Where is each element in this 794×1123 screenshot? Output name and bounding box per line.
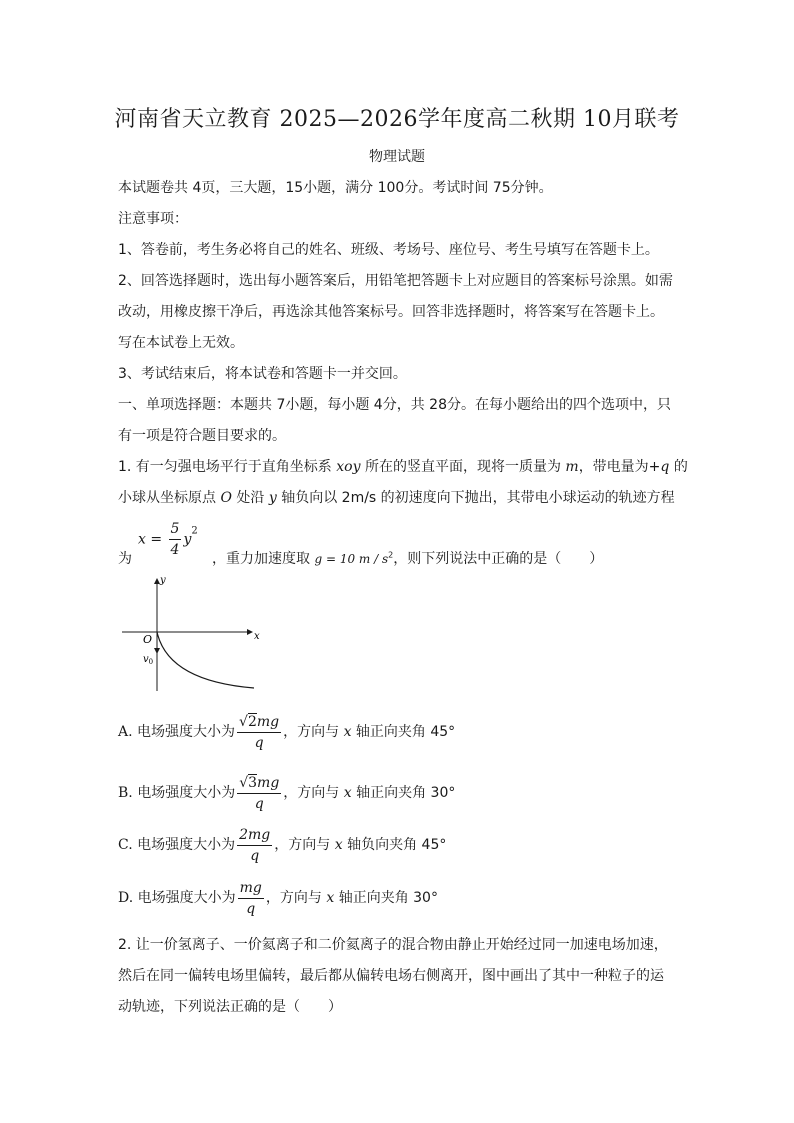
- notice-item: 1、答卷前，考生务必将自己的姓名、班级、考场号、座位号、考生号填写在答题卡上。: [118, 242, 659, 258]
- exam-title: 河南省天立教育 2025—2026学年度高二秋期 10月联考: [114, 107, 680, 132]
- x-axis-label: x: [254, 631, 260, 642]
- option-b[interactable]: B. 电场强度大小为 $\frac{√3mg}{q}$ ，方向与 x 轴正向夹角 30°: [118, 774, 456, 812]
- section-heading-cont: 有一项是符合题目要求的。: [118, 428, 286, 444]
- question-1-line-1: 1. 有一匀强电场平行于直角坐标系 xoy 所在的竖直平面，现将一质量为 m，带电量为+q 的: [118, 459, 688, 475]
- question-1-line-2: 小球从坐标原点 O 处沿 y 轴负向以 2m/s 的初速度向下抛出，其带电小球运动的轨迹方程: [118, 490, 675, 506]
- origin-label: O: [143, 633, 153, 646]
- notice-item: 改动，用橡皮擦干净后，再选涂其他答案标号。回答非选择题时，将答案写在答题卡上。: [118, 304, 664, 320]
- trajectory-curve: [157, 632, 254, 688]
- velocity-label: $v_0$: [143, 654, 154, 666]
- question-2-line-2: 然后在同一偏转电场里偏转，最后都从偏转电场右侧离开，图中画出了其中一种粒子的运: [118, 968, 664, 984]
- notice-heading: 注意事项：: [118, 211, 188, 227]
- question-2-line-3: 动轨迹，下列说法正确的是（ ）: [118, 999, 342, 1015]
- section-heading: 一、单项选择题：本题共 7小题，每小题 4分，共 28分。在每小题给出的四个选项中，只: [118, 397, 671, 413]
- exam-subtitle: 物理试题: [369, 149, 425, 165]
- notice-item: 2、回答选择题时，选出每小题答案后，用铅笔把答题卡上对应题目的答案标号涂黑。如需: [118, 273, 673, 289]
- question-2-line-1: 2. 让一价氢离子、一价氦离子和二价氦离子的混合物由静止开始经过同一加速电场加速，: [118, 937, 668, 953]
- gravity-expression: g = 10 m / s: [314, 552, 389, 566]
- option-a[interactable]: A. 电场强度大小为 $\frac{√2mg}{q}$ ，方向与 x 轴正向夹角 45°: [118, 713, 456, 751]
- trajectory-equation: x = $\frac{5}{4}$ $y^2$: [138, 521, 198, 558]
- notice-item: 3、考试结束后，将本试卷和答题卡一并交回。: [118, 366, 407, 382]
- notice-item: 写在本试卷上无效。: [118, 335, 244, 351]
- trajectory-graph: [120, 573, 270, 698]
- option-d[interactable]: D. 电场强度大小为 $\frac{mg}{q}$ ，方向与 x 轴正向夹角 30°: [118, 879, 438, 917]
- y-axis-label: y: [160, 575, 166, 586]
- exam-summary: 本试题卷共 4页，三大题，15小题，满分 100分。考试时间 75分钟。: [118, 180, 553, 196]
- option-c[interactable]: C. 电场强度大小为 $\frac{2mg}{q}$ ，方向与 x 轴负向夹角 45°: [118, 826, 447, 864]
